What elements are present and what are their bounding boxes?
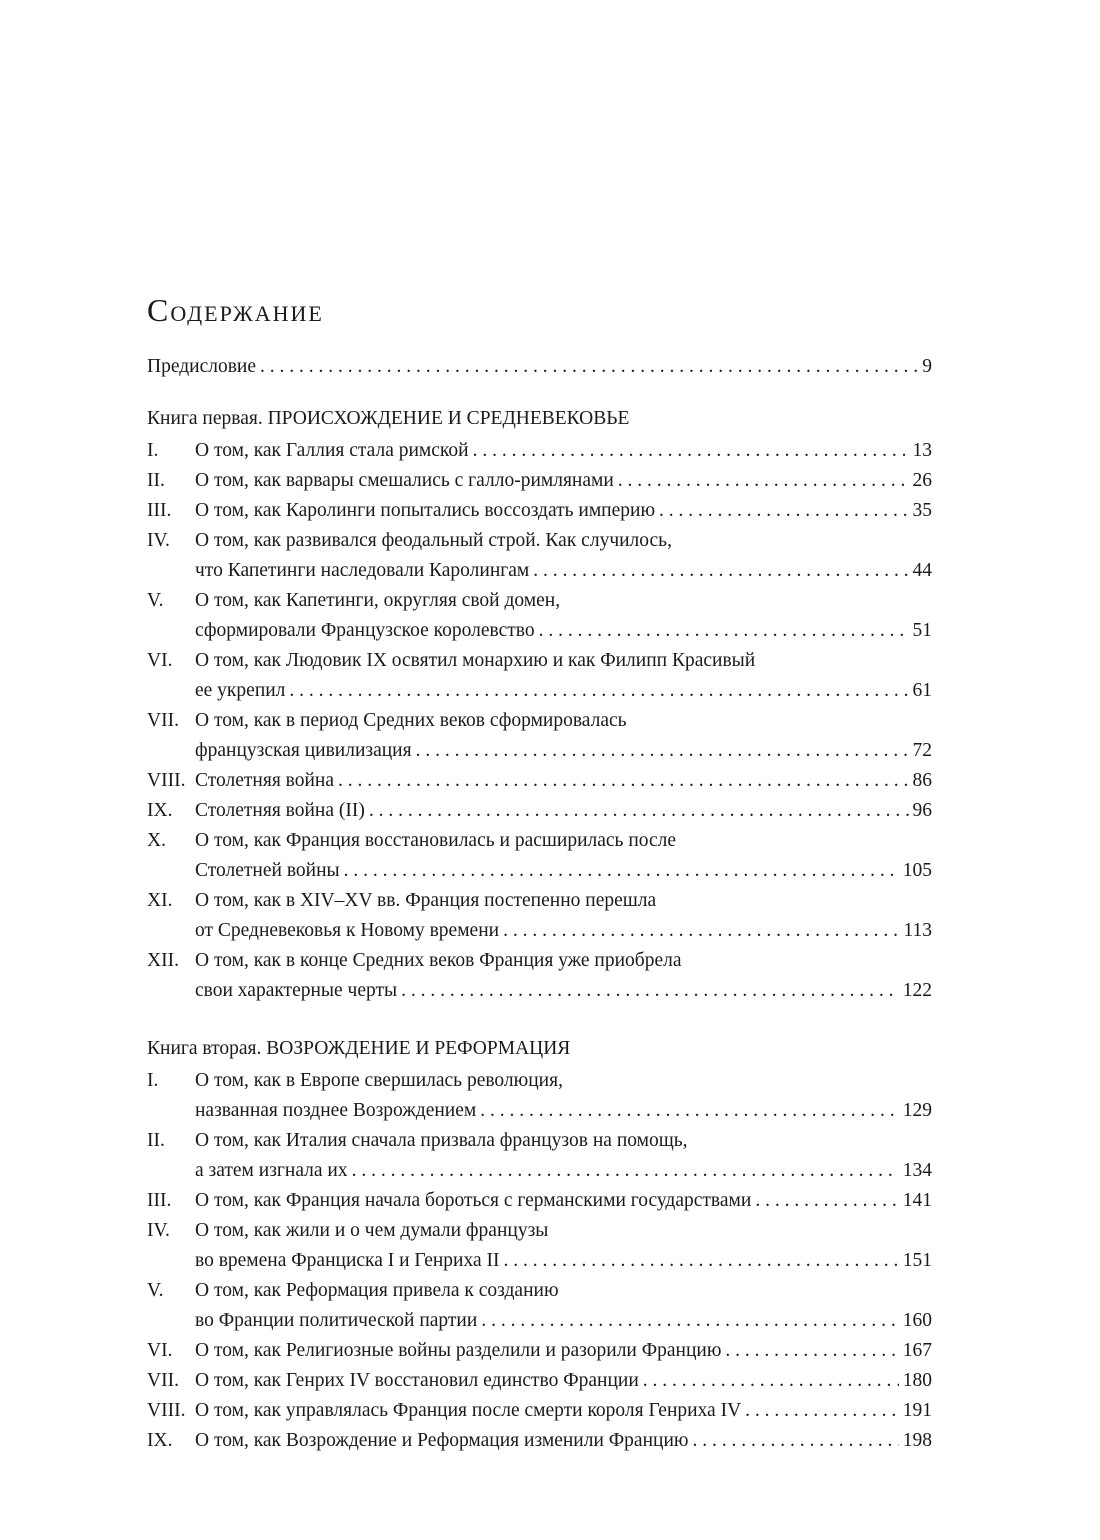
page-number: 180: [902, 1370, 932, 1391]
toc-entry[interactable]: [147, 1216, 932, 1276]
chapter-title-line: [195, 1426, 932, 1456]
page-number: 122: [902, 980, 932, 1001]
chapter-title-text: О том, как Возрождение и Реформация изменили Францию: [195, 1430, 689, 1451]
chapter-title-text: О том, как варвары смешались с галло-римлянами: [195, 470, 614, 491]
page-number: 72: [912, 740, 932, 761]
page-number: 86: [912, 770, 932, 791]
chapter-number: II.: [147, 470, 165, 491]
toc-entry[interactable]: [147, 526, 932, 586]
chapter-title-text: названная позднее Возрождением: [195, 1100, 477, 1121]
chapter-number: IX.: [147, 800, 173, 821]
chapter-number: III.: [147, 500, 172, 521]
chapter-title-line: [195, 646, 932, 676]
chapter-title-text: О том, как в период Средних веков сформировалась: [195, 710, 627, 731]
chapter-number: II.: [147, 1130, 165, 1151]
chapter-title-text: во времена Франциска I и Генриха II: [195, 1250, 500, 1271]
chapter-title-line: [195, 526, 932, 556]
chapter-title-text: Столетняя война (II): [195, 800, 365, 821]
chapter-title-line: [195, 796, 932, 826]
chapter-title-line: [195, 1336, 932, 1366]
toc-entry[interactable]: [147, 1396, 932, 1426]
chapter-number: V.: [147, 1280, 164, 1301]
chapter-title-text: О том, как Капетинги, округляя свой домен,: [195, 590, 561, 611]
chapter-title-text: а затем изгнала их: [195, 1160, 348, 1181]
page-number: 26: [912, 470, 932, 491]
toc-entry[interactable]: [147, 466, 932, 496]
dot-leader: [692, 1426, 898, 1456]
toc-page: [147, 290, 932, 1456]
dot-leader: [338, 766, 908, 796]
chapter-title: [195, 886, 932, 946]
chapter-title-line: [195, 916, 932, 946]
chapter-title-text: О том, как в XIV–XV вв. Франция постепенно перешла: [195, 890, 657, 911]
chapter-title-line: [195, 1126, 932, 1156]
chapter-number: IV.: [147, 1220, 170, 1241]
chapter-title: [195, 1366, 932, 1396]
chapter-title-text: О том, как в конце Средних веков Франция уже приобрела: [195, 950, 682, 971]
page-number: 134: [902, 1160, 932, 1181]
chapter-title-line: [195, 1216, 932, 1246]
chapter-title-text: сформировали Французское королевство: [195, 620, 535, 641]
chapter-number: XII.: [147, 950, 179, 971]
dot-leader: [260, 352, 918, 382]
dot-leader: [533, 556, 908, 586]
chapter-title-text: Столетняя война: [195, 770, 335, 791]
chapter-title-text: О том, как Франция начала бороться с германскими государствами: [195, 1190, 752, 1211]
chapter-title-line: [195, 1066, 932, 1096]
chapter-title-line: [195, 1276, 932, 1306]
page-number: 113: [903, 920, 932, 941]
chapter-title: [195, 646, 932, 706]
chapter-title-line: [195, 466, 932, 496]
chapter-title: [195, 796, 932, 826]
chapter-number: V.: [147, 590, 164, 611]
chapter-title-line: [195, 556, 932, 586]
chapter-title-line: [195, 1096, 932, 1126]
chapter-title-text: О том, как Каролинги попытались воссоздать империю: [195, 500, 656, 521]
page-number: 167: [902, 1340, 932, 1361]
toc-entry[interactable]: [147, 436, 932, 466]
page-number: 51: [912, 620, 932, 641]
dot-leader: [481, 1306, 898, 1336]
book-heading: Книга первая. ПРОИСХОЖДЕНИЕ И СРЕДНЕВЕКОВЬЕ: [147, 408, 630, 429]
chapter-title-text: О том, как жили и о чем думали французы: [195, 1220, 549, 1241]
chapter-number: IV.: [147, 530, 170, 551]
page-number: 151: [902, 1250, 932, 1271]
chapter-title-text: О том, как Франция восстановилась и расширилась после: [195, 830, 677, 851]
chapter-number: VI.: [147, 1340, 173, 1361]
chapter-title-text: О том, как Италия сначала призвала французов на помощь,: [195, 1130, 688, 1151]
toc-entry-preface[interactable]: [147, 352, 932, 382]
chapter-title-line: [195, 496, 932, 526]
chapter-number: I.: [147, 440, 159, 461]
chapter-title: [195, 1126, 932, 1186]
toc-entry[interactable]: [147, 586, 932, 646]
chapter-title: [195, 766, 932, 796]
chapter-title: [195, 436, 932, 466]
chapter-title: [195, 466, 932, 496]
chapter-title-line: [195, 1186, 932, 1216]
page-number: 141: [902, 1190, 932, 1211]
toc-entry[interactable]: [147, 766, 932, 796]
chapter-title-text: Столетней войны: [195, 860, 340, 881]
page-number: 105: [902, 860, 932, 881]
dot-leader: [643, 1366, 899, 1396]
dot-leader: [344, 856, 899, 886]
chapter-title-text: О том, как Людовик IX освятил монархию и как Филипп Красивый: [195, 650, 756, 671]
chapter-title-line: [195, 1246, 932, 1276]
chapter-title-line: [195, 766, 932, 796]
chapter-title-text: О том, как Генрих IV восстановил единство Франции: [195, 1370, 639, 1391]
toc-entry[interactable]: [147, 706, 932, 766]
chapter-title-line: [195, 856, 932, 886]
chapter-title: [195, 1426, 932, 1456]
chapter-title: [195, 826, 932, 886]
dot-leader: [416, 736, 909, 766]
page-number: 191: [902, 1400, 932, 1421]
chapter-title-line: [195, 946, 932, 976]
chapter-title-line: [195, 826, 932, 856]
page-number: 96: [912, 800, 932, 821]
chapter-title: [195, 1276, 932, 1336]
chapter-title-text: французская цивилизация: [195, 740, 412, 761]
page-number: 35: [912, 500, 932, 521]
page-number: 129: [902, 1100, 932, 1121]
chapter-number: VIII.: [147, 770, 186, 791]
chapter-title-text: О том, как развивался феодальный строй. Как случилось,: [195, 530, 672, 551]
entry-title: Предисловие: [147, 356, 257, 377]
chapter-title-line: [195, 586, 932, 616]
chapter-number: I.: [147, 1070, 159, 1091]
chapter-title-line: [195, 1306, 932, 1336]
chapter-title-text: что Капетинги наследовали Каролингам: [195, 560, 530, 581]
chapter-number: VII.: [147, 710, 179, 731]
chapter-title-text: О том, как Реформация привела к созданию: [195, 1280, 559, 1301]
toc-entry[interactable]: [147, 1126, 932, 1186]
chapter-title: [195, 1216, 932, 1276]
toc-entry[interactable]: [147, 1336, 932, 1366]
chapter-title-line: [195, 976, 932, 1006]
chapter-number: VII.: [147, 1370, 179, 1391]
dot-leader: [401, 976, 899, 1006]
dot-leader: [745, 1396, 899, 1426]
toc-books: [147, 404, 932, 1456]
chapter-title: [195, 496, 932, 526]
toc-entry[interactable]: [147, 946, 932, 1006]
toc-entry[interactable]: [147, 796, 932, 826]
toc-entry[interactable]: [147, 1426, 932, 1456]
chapter-title-line: [195, 706, 932, 736]
chapter-number: X.: [147, 830, 166, 851]
chapter-title: [195, 1396, 932, 1426]
toc-entry[interactable]: [147, 1366, 932, 1396]
chapter-number: VI.: [147, 650, 173, 671]
chapter-title: [195, 1336, 932, 1366]
dot-leader: [289, 676, 908, 706]
chapter-title-text: от Средневековья к Новому времени: [195, 920, 500, 941]
dot-leader: [473, 436, 909, 466]
chapter-title-line: [195, 736, 932, 766]
chapter-title-line: [195, 1396, 932, 1426]
chapter-title: [195, 706, 932, 766]
chapter-title: [195, 586, 932, 646]
page-number: 13: [912, 440, 932, 461]
toc-entry[interactable]: [147, 826, 932, 886]
dot-leader: [504, 1246, 899, 1276]
dot-leader: [618, 466, 909, 496]
chapter-title-line: [195, 886, 932, 916]
toc-entry[interactable]: [147, 1276, 932, 1336]
toc-entry[interactable]: [147, 1186, 932, 1216]
chapter-title-line: [195, 436, 932, 466]
page-number: 44: [912, 560, 932, 581]
chapter-number: III.: [147, 1190, 172, 1211]
chapter-title: [195, 1066, 932, 1126]
chapter-title: [195, 526, 932, 586]
dot-leader: [755, 1186, 898, 1216]
page-number: 198: [902, 1430, 932, 1451]
chapter-title-line: [195, 1366, 932, 1396]
chapter-number: IX.: [147, 1430, 173, 1451]
chapter-title-line: [195, 676, 932, 706]
dot-leader: [539, 616, 909, 646]
dot-leader: [352, 1156, 899, 1186]
page-number: 160: [902, 1310, 932, 1331]
chapter-title-line: [195, 1156, 932, 1186]
chapter-title-text: ее укрепил: [195, 680, 286, 701]
toc-entry[interactable]: [147, 496, 932, 526]
toc-entry[interactable]: [147, 1066, 932, 1126]
dot-leader: [503, 916, 899, 946]
chapter-title: [195, 946, 932, 1006]
chapter-title-text: О том, как в Европе свершилась революция,: [195, 1070, 563, 1091]
toc-entry[interactable]: [147, 886, 932, 946]
chapter-title-text: О том, как Галлия стала римской: [195, 440, 469, 461]
chapter-title: [195, 1186, 932, 1216]
chapter-title-text: во Франции политической партии: [195, 1310, 478, 1331]
dot-leader: [659, 496, 908, 526]
chapter-title-line: [195, 616, 932, 646]
chapter-number: VIII.: [147, 1400, 186, 1421]
dot-leader: [480, 1096, 899, 1126]
dot-leader: [369, 796, 909, 826]
page-title: Содержание: [147, 292, 324, 328]
dot-leader: [725, 1336, 898, 1366]
chapter-title-text: свои характерные черты: [195, 980, 398, 1001]
page-number: 9: [922, 356, 932, 377]
book-heading: Книга вторая. ВОЗРОЖДЕНИЕ И РЕФОРМАЦИЯ: [147, 1038, 571, 1059]
toc-entry[interactable]: [147, 646, 932, 706]
chapter-title-text: О том, как Религиозные войны разделили и разорили Францию: [195, 1340, 722, 1361]
chapter-number: XI.: [147, 890, 173, 911]
chapter-title-text: О том, как управлялась Франция после смерти короля Генриха IV: [195, 1400, 742, 1421]
page-number: 61: [912, 680, 932, 701]
